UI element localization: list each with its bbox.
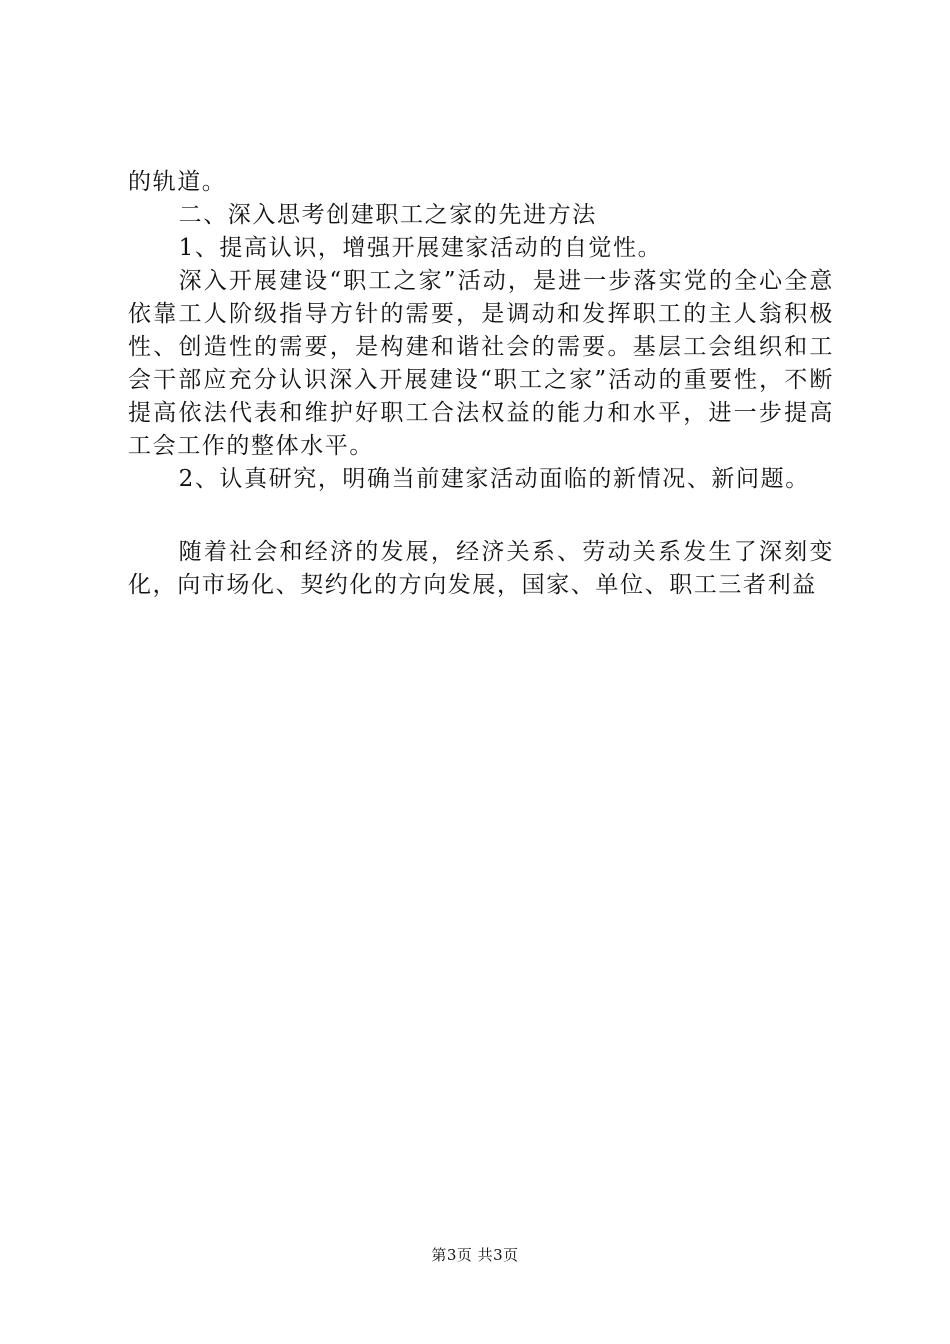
subsection-heading-2: 2、认真研究，明确当前建家活动面临的新情况、新问题。 [178,466,810,492]
paragraph-continuation: 的轨道。 [128,169,227,195]
body-paragraph-1: 深入开展建设“职工之家”活动，是进一步落实党的全心全意依靠工人阶级指导方针的需要，是调动和发挥职工的主人翁积极性、创造性的需要，是构建和谐社会的需要。基层工会组织和工会干部应充分认识深入开展建设“职工之家”活动的重要性，不断提高依法代表和维护好职工合法权益的能力和水平，进一步提高工会工作的整体水平。 [128,268,834,459]
section-heading: 二、深入思考创建职工之家的先进方法 [178,202,597,228]
page-number-label: 第3页 共3页 [431,1246,519,1264]
document-body [128,166,834,602]
body-paragraph-2: 随着社会和经济的发展，经济关系、劳动关系发生了深刻变化，向市场化、契约化的方向发展，国家、单位、职工三者利益 [128,539,834,598]
paragraph-spacer [128,496,834,536]
page-footer [0,1245,950,1265]
subsection-heading-1: 1、提高认识，增强开展建家活动的自觉性。 [178,235,663,261]
